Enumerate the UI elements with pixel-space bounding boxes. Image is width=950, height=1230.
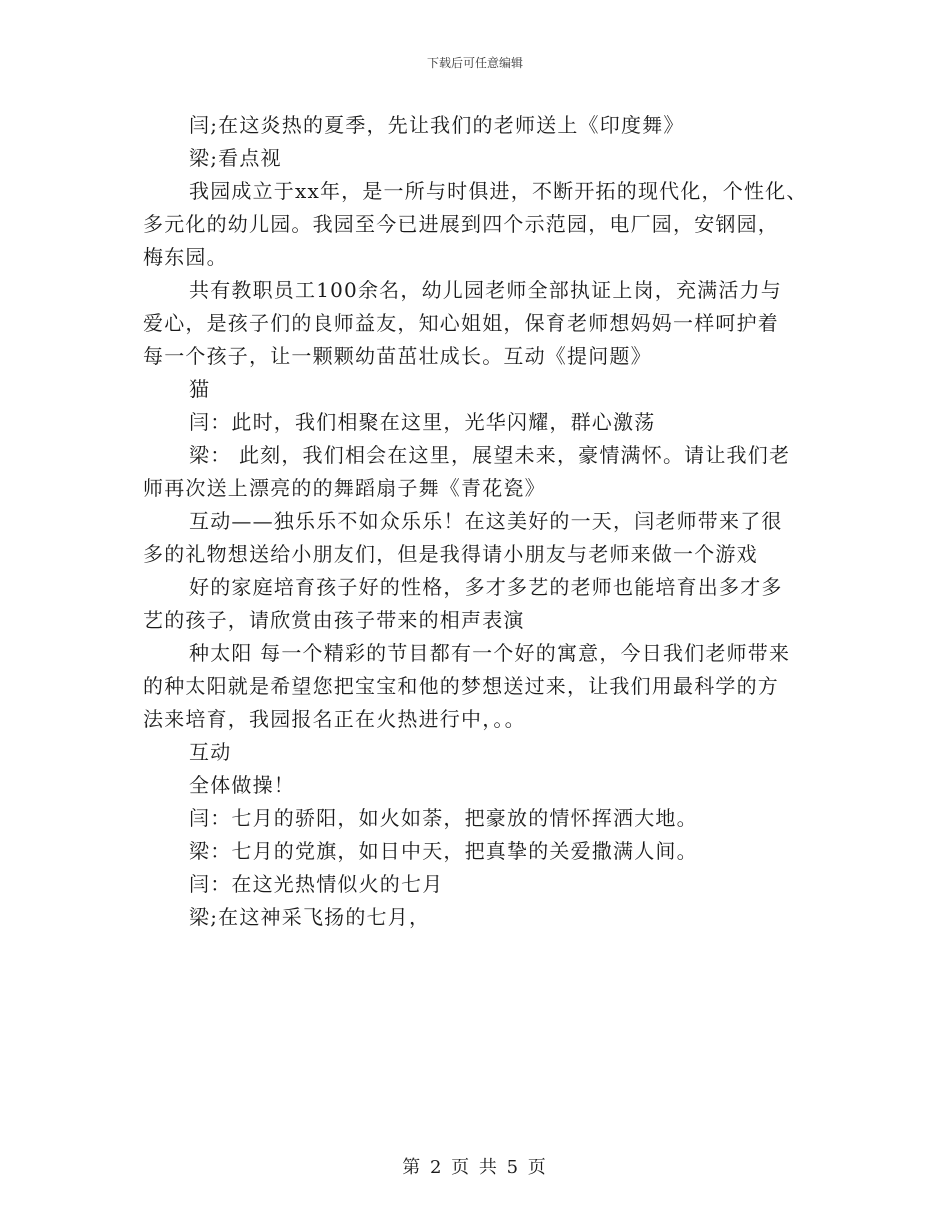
text-line: 种太阳 每一个精彩的节目都有一个好的寓意，今日我们老师带来	[189, 641, 791, 665]
text-line: 多元化的幼儿园。我园至今已进展到四个示范园，电厂园，安钢园，	[143, 212, 779, 236]
text-line: 好的家庭培育孩子好的性格，多才多艺的老师也能培育出多才多	[189, 575, 783, 599]
text-line: 互动——独乐乐不如众乐乐！在这美好的一天，闫老师带来了很	[189, 509, 783, 533]
text-line: 梁;在这神采飞扬的七月，	[189, 905, 431, 929]
page-header: 下载后可任意编辑	[426, 56, 523, 70]
text-line: 梁： 此刻，我们相会在这里，展望未来，豪情满怀。请让我们老	[189, 443, 791, 467]
text-line: 的种太阳就是希望您把宝宝和他的梦想送过来，让我们用最科学的方	[143, 674, 779, 698]
text-line: 法来培育，我园报名正在火热进行中，。。	[143, 707, 526, 731]
text-line: 师再次送上漂亮的的舞蹈扇子舞《青花瓷》	[143, 476, 546, 500]
text-line: 每一个孩子，让一颗颗幼苗茁壮成长。互动《提问题》	[143, 344, 652, 368]
text-line: 爱心，是孩子们的良师益友，知心姐姐，保育老师想妈妈一样呵护着	[143, 311, 779, 335]
text-line: 互动	[189, 740, 232, 764]
text-line: 闫;在这炎热的夏季，先让我们的老师送上《印度舞》	[189, 113, 685, 137]
text-line: 全体做操！	[189, 773, 295, 797]
text-line: 梅东园。	[143, 245, 228, 269]
text-line: 猫	[189, 377, 211, 401]
page-number: 第 2 页 共 5 页	[402, 1157, 548, 1178]
text-line: 闫：此时，我们相聚在这里，光华闪耀，群心激荡	[189, 410, 656, 434]
text-line: 艺的孩子，请欣赏由孩子带来的相声表演	[143, 608, 525, 632]
text-line: 梁;看点视	[189, 146, 282, 170]
text-line: 共有教职员工100余名，幼儿园老师全部执证上岗，充满活力与	[189, 278, 782, 302]
document-body	[143, 109, 823, 934]
text-line: 闫：七月的骄阳，如火如荼，把豪放的情怀挥洒大地。	[189, 806, 698, 830]
text-line: 闫：在这光热情似火的七月	[189, 872, 444, 896]
text-line: 梁：七月的党旗，如日中天，把真挚的关爱撒满人间。	[189, 839, 698, 863]
text-line: 我园成立于xx年，是一所与时俱进，不断开拓的现代化，个性化、	[189, 179, 808, 203]
text-line: 多的礼物想送给小朋友们，但是我得请小朋友与老师来做一个游戏	[143, 542, 758, 566]
